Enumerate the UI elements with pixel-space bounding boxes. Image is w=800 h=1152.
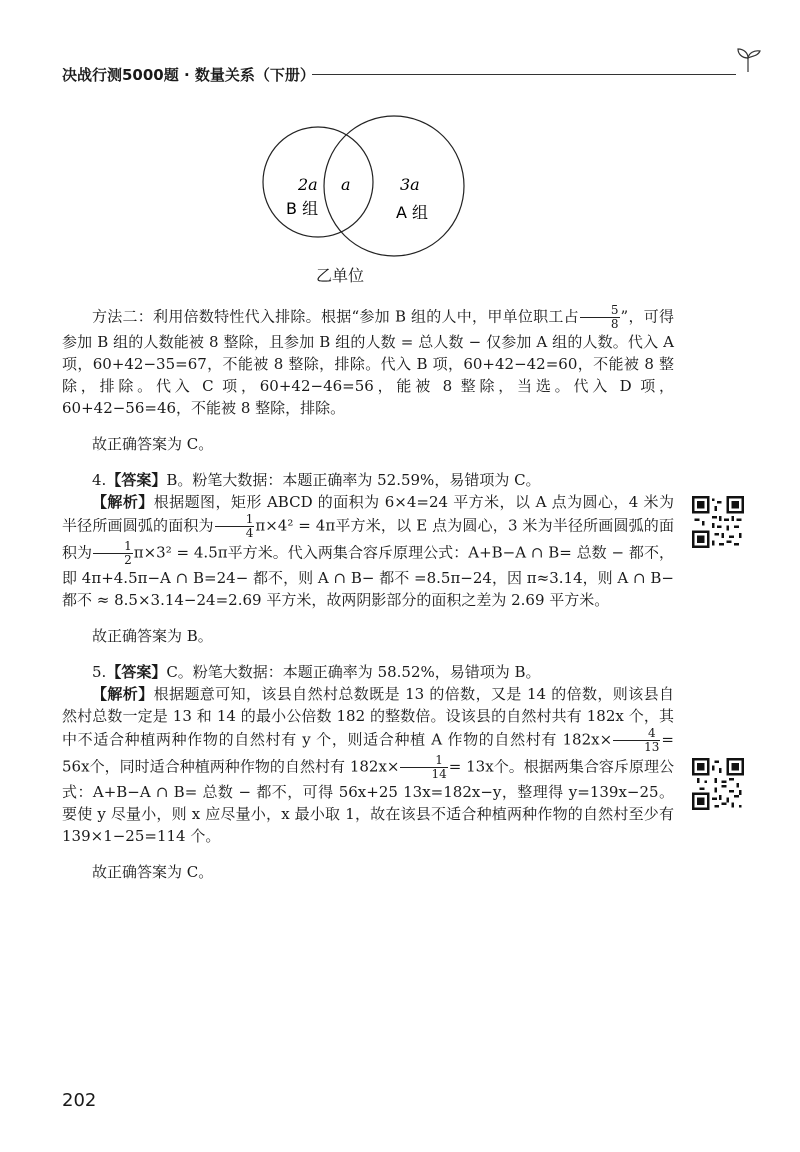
venn-right-value: 3a	[400, 175, 420, 194]
venn-left-label: B 组	[286, 199, 319, 218]
venn-middle-value: a	[341, 175, 351, 194]
answer-q4: 故正确答案为 B。	[92, 627, 213, 645]
answer-q5: 故正确答案为 C。	[92, 863, 214, 881]
fraction-four-thirteenths: $\frac{4}{13}$	[613, 727, 660, 754]
q5-answer-line	[62, 661, 674, 683]
q4-answer-label: 【答案】	[106, 471, 167, 489]
book-title: 决战行测5000题 · 数量关系（下册）	[62, 66, 315, 84]
q4-analysis-label: 【解析】	[92, 493, 154, 511]
q5-answer-text: C。粉笔大数据：本题正确率为 58.52%，易错项为 B。	[166, 663, 541, 681]
answer-q3: 故正确答案为 C。	[92, 435, 214, 453]
q4-number: 4.	[92, 471, 107, 489]
qr-code-icon[interactable]	[692, 496, 744, 548]
method-two-block	[62, 304, 674, 897]
q5-answer-label: 【答案】	[106, 663, 167, 681]
venn-caption: 乙单位	[315, 266, 364, 285]
venn-diagram	[250, 100, 490, 290]
method-two-cont: ”，可得参加 B 组的人数能被 8 整除，且参加 B 组的人数 = 总人数 − 仅参加 A 组的人数。代入 A 项，60+42−35=67，不能被 8 整除，排除。代入 B 项，60+42−42=60，不能被 8 整除，排除。代入 C 项，60+42−46=56，能被 8 整除，当选。代入 D 项，60+42−56=46，不能被 8 整除，排除。	[62, 307, 675, 417]
q5-number: 5.	[92, 663, 107, 681]
fraction-one-half: $\frac{1}{2}$	[93, 540, 133, 567]
venn-right-label: A 组	[396, 203, 429, 222]
qr-code-icon[interactable]	[692, 758, 744, 810]
running-header	[62, 60, 762, 90]
method-two-paragraph	[62, 304, 674, 419]
sprout-icon	[734, 46, 762, 74]
q4-analysis: 【解析】根据题图，矩形 ABCD 的面积为 6×4=24 平方米，以 A 点为圆心，4 米为半径所画圆弧的面积为 $\frac{1}{4}$ π×4² = 4π平方米，以 E 点为圆心，3 米为半径所画圆弧的面积为 $\frac{1}{2}$ π×3² = 4.5π平方米。代入两集合容斥原理公式：A+B−A ∩ B= 总数 − 都不，即 4π+4.5π−A ∩ B=24− 都不，则 A ∩ B− 都不 =8.5π−24，因 π≈3.14，则 A ∩ B− 都不 ≈ 8.5×3.14−24=2.69 平方米，故两阴影部分的面积之差为 2.69 平方米。	[62, 493, 674, 609]
q4-answer-line	[62, 469, 674, 491]
q4-answer-text: B。粉笔大数据：本题正确率为 52.59%，易错项为 C。	[166, 471, 541, 489]
page-number: 202	[62, 1090, 97, 1111]
fraction-five-eighths: $\frac{5}{8}$	[580, 304, 620, 331]
venn-circle-b	[263, 127, 373, 237]
q5-analysis-label: 【解析】	[92, 685, 154, 703]
venn-left-value: 2a	[298, 175, 318, 194]
fraction-one-fourteenth: $\frac{1}{14}$	[400, 754, 447, 781]
fraction-one-quarter: $\frac{1}{4}$	[215, 513, 255, 540]
header-rule	[312, 74, 736, 75]
method-two-intro: 方法二：利用倍数特性代入排除。根据“参加 B 组的人中，甲单位职工占	[92, 307, 579, 326]
q5-analysis: 【解析】根据题意可知，该县自然村总数既是 13 的倍数，又是 14 的倍数，则该县自然村总数一定是 13 和 14 的最小公倍数 182 的整数倍。设该县的自然村共有 182x 个，其中不适合种植两种作物的自然村有 y 个，则适合种植 A 作物的自然村有 182x× $\frac{4}{13}$ = 56x个，同时适合种植两种作物的自然村有 182x× $\frac{1}{14}$ = 13x个。根据两集合容斥原理公式：A+B−A ∩ B= 总数 − 都不，可得 56x+25 13x=182x−y，整理得 y=139x−25。要使 y 尽量小，则 x 应尽量小，x 最小取 1，故在该县不适合种植两种作物的自然村至少有 139×1−25=114 个。	[62, 685, 674, 845]
